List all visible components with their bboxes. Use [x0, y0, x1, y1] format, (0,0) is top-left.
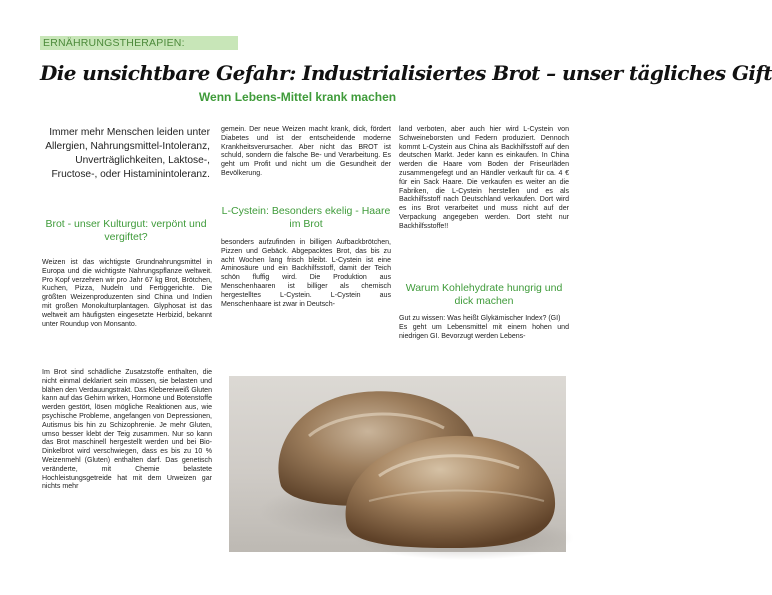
col3-text-2: Gut zu wissen: Was heißt Glykämischer Index? (GI) — [399, 315, 561, 322]
col2-text-1: gemein. Der neue Weizen macht krank, dick, fördert Diabetes und ist der entscheidende moderne Krankheitsverursacher. Aber nicht das BROT ist schuld, sondern die falsche Be- und Verarbeitung. Es geht um Profit und nicht um die Gesundheit der Bevölkerung. — [221, 126, 391, 177]
col3-heading: Warum Kohlehydrate hungrig und dick machen — [405, 282, 563, 307]
section-tag: ERNÄHRUNGSTHERAPIEN: — [40, 36, 238, 50]
col3-paragraph-2 — [399, 315, 569, 341]
col2-paragraph-1 — [221, 126, 391, 179]
lead-paragraph: Immer mehr Menschen leiden unter Allergien, Nahrungsmittel-Intoleranz, Unverträglichkeiten, Laktose-, Fructose-, oder Histaminintoleranz. — [45, 127, 210, 180]
headline: Die unsichtbare Gefahr: Industrialisiertes Brot – unser tägliches Gift — [40, 61, 772, 85]
col1-paragraph-1 — [42, 259, 212, 329]
col3-text-1: land verboten, aber auch hier wird L-Cystein von Schweineborsten und Federn produziert. Dennoch kommt L-Cystein aus China als Backhilfsstoff auf den deutschen Markt. Jeder kann es einkaufen. In China werden die Haare vom Boden der Friseurläden zusammengefegt und an Händler verkauft für ca. 4 € für ein Sack Haare. Die verkaufen es weiter an die Fabriken, die L-Cystein herstellen und es als Backhilfsstoff nach Deutschland verkaufen. Dort wird es ins Brot verarbeitet und muss nicht auf der Verpackung angegeben werden. Dort steht nur Backhilfsstoffe!! — [399, 126, 569, 230]
subtitle: Wenn Lebens-Mittel krank machen — [198, 90, 397, 104]
col1-heading: Brot - unser Kulturgut: verpönt und vergiftet? — [45, 218, 207, 243]
col1-paragraph-2 — [42, 369, 212, 492]
col1-text-2: Im Brot sind schädliche Zusatzstoffe enthalten, die nicht einmal deklariert sein müssen, sie belasten und blähen den Verdauungstrakt. Das Klebereiweiß Gluten kann auf das Gehirn wirken, Hormone und Botenstoffe werden gestört, lösen mögliche Reaktionen aus, wie psychische Probleme, angefangen von Depressionen, Autismus bis hin zu Schizophrenie. Je mehr Gluten, umso besser klebt der Teig zusammen. Nur so kann das Brot maschinell hergestellt werden und bei Bio-Dinkelbrot wird verschwiegen, dass es bis zu 10 % Weizenmehl (Gluten) enthalten darf. Das genetisch veränderte, mit Chemie belastete Hochleistungsgetreide hat mit dem Urweizen gar nichts mehr — [42, 369, 213, 491]
col2-heading: L-Cystein: Besonders ekelig - Haare im Brot — [221, 205, 391, 230]
col2-paragraph-2 — [221, 239, 391, 309]
col1-text-1: Weizen ist das wichtigste Grundnahrungsmittel in Europa und die wichtigste Nahrungspflanze weltweit. Pro Kopf verzehren wir pro Jahr 67 kg Brot, Brötchen, Kuchen, Pizza, Nudeln und Fertiggerichte. Die größten Weizenproduzenten sind China und Indien mit großen Monokulturplantagen. Glyphosat ist das weltweit am häufigsten eingesetzte Herbizid, bekannt unter Roundup von Monsanto. — [42, 259, 212, 328]
bread-photo — [229, 376, 566, 552]
col3-paragraph-1 — [399, 126, 569, 232]
col3-text-3: Es geht um Lebensmittel mit einem hohen und niedrigen GI. Bevorzugt werden Lebens- — [399, 323, 569, 340]
bread-illustration — [229, 376, 566, 552]
col2-text-2: besonders aufzufinden in billigen Aufbackbrötchen, Pizzen und Gebäck. Abgepacktes Brot, das bis zu acht Wochen lang frisch bleibt. L-Cystein ist eine Aminosäure und ein Backhilfsstoff, damit der Teich schön fluffig wird. Die Produktion aus Menschenhaaren ist billiger als chemisch hergestelltes L-Cystein. L-Cystein aus Menschenhaare ist zwar in Deutsch- — [221, 239, 391, 308]
